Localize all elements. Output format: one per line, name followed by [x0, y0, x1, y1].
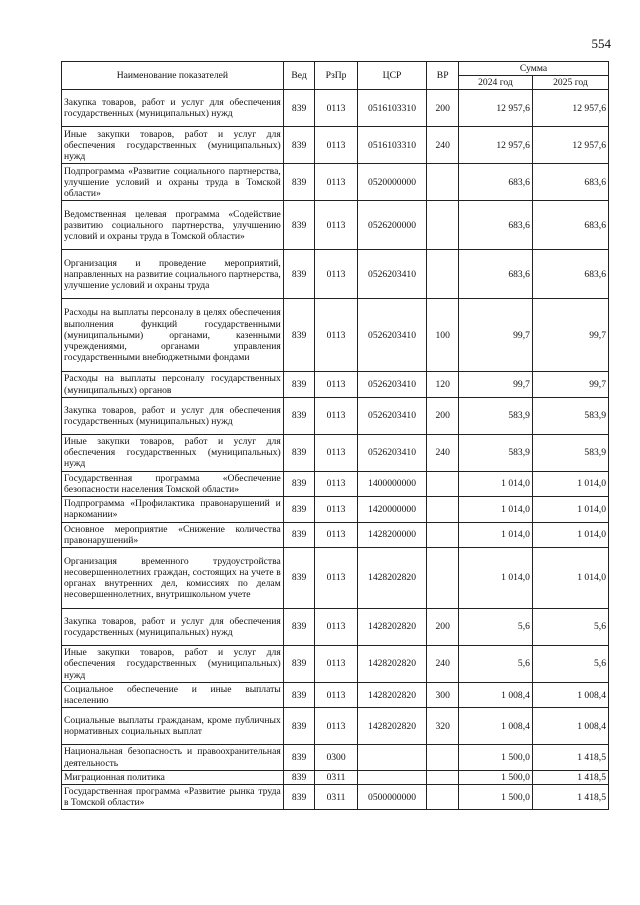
row-name: Иные закупки товаров, работ и услуг для обеспечения государственных (муниципальных) нужд: [62, 127, 284, 164]
header-sum: Сумма: [459, 62, 609, 76]
row-csr: 0526203410: [357, 372, 427, 397]
row-rzpr: 0113: [315, 522, 357, 547]
row-ved: 839: [283, 164, 315, 201]
row-sum-2025: 583,9: [532, 397, 608, 434]
row-name: Закупка товаров, работ и услуг для обеспечения государственных (муниципальных) нужд: [62, 90, 284, 127]
row-rzpr: 0113: [315, 708, 357, 745]
row-ved: 839: [283, 646, 315, 683]
row-csr: 0526203410: [357, 434, 427, 471]
row-vr: 200: [427, 609, 459, 646]
row-sum-2024: 5,6: [459, 609, 533, 646]
row-rzpr: 0311: [315, 785, 357, 810]
row-sum-2025: 1 008,4: [532, 708, 608, 745]
row-sum-2025: 12 957,6: [532, 127, 608, 164]
row-sum-2025: 99,7: [532, 299, 608, 372]
row-sum-2025: 583,9: [532, 434, 608, 471]
row-sum-2025: 1 014,0: [532, 471, 608, 496]
row-sum-2024: 1 014,0: [459, 522, 533, 547]
table-row: [62, 372, 609, 397]
row-sum-2025: 1 014,0: [532, 522, 608, 547]
row-vr: [427, 471, 459, 496]
row-csr: 1428200000: [357, 522, 427, 547]
table-row: [62, 785, 609, 810]
row-vr: 240: [427, 434, 459, 471]
row-csr: [357, 745, 427, 770]
row-sum-2025: 1 418,5: [532, 745, 608, 770]
table-row: [62, 708, 609, 745]
row-sum-2025: 12 957,6: [532, 90, 608, 127]
row-sum-2024: 1 014,0: [459, 497, 533, 522]
row-csr: 0520000000: [357, 164, 427, 201]
row-sum-2024: 5,6: [459, 646, 533, 683]
table-row: [62, 646, 609, 683]
table-row: [62, 770, 609, 784]
row-sum-2024: 1 500,0: [459, 785, 533, 810]
row-ved: 839: [283, 127, 315, 164]
table-row: [62, 434, 609, 471]
row-rzpr: 0113: [315, 90, 357, 127]
header-vr: ВР: [427, 62, 459, 90]
row-vr: [427, 164, 459, 201]
page-number: 554: [591, 36, 611, 51]
table-header: [62, 62, 609, 90]
row-ved: 839: [283, 397, 315, 434]
row-sum-2024: 99,7: [459, 372, 533, 397]
row-csr: 0526203410: [357, 397, 427, 434]
row-sum-2024: 683,6: [459, 201, 533, 250]
budget-table: [61, 61, 609, 810]
row-vr: [427, 770, 459, 784]
row-rzpr: 0113: [315, 683, 357, 708]
row-csr: 0526203410: [357, 250, 427, 299]
row-vr: [427, 522, 459, 547]
row-ved: 839: [283, 785, 315, 810]
row-rzpr: 0113: [315, 299, 357, 372]
header-csr: ЦСР: [357, 62, 427, 90]
row-name: Ведомственная целевая программа «Содействие развитию социального партнерства, улучшению условий и охраны труда в Томской области»: [62, 201, 284, 250]
row-vr: [427, 785, 459, 810]
row-sum-2024: 583,9: [459, 434, 533, 471]
row-csr: 0516103310: [357, 90, 427, 127]
row-vr: 120: [427, 372, 459, 397]
row-sum-2025: 683,6: [532, 201, 608, 250]
row-sum-2025: 683,6: [532, 250, 608, 299]
row-rzpr: 0113: [315, 609, 357, 646]
row-sum-2025: 99,7: [532, 372, 608, 397]
row-rzpr: 0113: [315, 372, 357, 397]
row-ved: 839: [283, 471, 315, 496]
header-ved: Вед: [283, 62, 315, 90]
row-csr: 0526203410: [357, 299, 427, 372]
table-row: [62, 497, 609, 522]
table-body: [62, 90, 609, 810]
row-rzpr: 0113: [315, 471, 357, 496]
row-csr: 0500000000: [357, 785, 427, 810]
table-row: [62, 299, 609, 372]
row-sum-2025: 5,6: [532, 646, 608, 683]
row-sum-2025: 1 418,5: [532, 770, 608, 784]
table-row: [62, 548, 609, 609]
row-vr: 320: [427, 708, 459, 745]
table-row: [62, 471, 609, 496]
row-name: Закупка товаров, работ и услуг для обеспечения государственных (муниципальных) нужд: [62, 609, 284, 646]
row-name: Национальная безопасность и правоохранительная деятельность: [62, 745, 284, 770]
row-sum-2025: 1 418,5: [532, 785, 608, 810]
row-name: Иные закупки товаров, работ и услуг для обеспечения государственных (муниципальных) нужд: [62, 434, 284, 471]
row-csr: 1428202820: [357, 609, 427, 646]
table-row: [62, 609, 609, 646]
row-ved: 839: [283, 745, 315, 770]
table-row: [62, 683, 609, 708]
row-name: Государственная программа «Развитие рынка труда в Томской области»: [62, 785, 284, 810]
row-csr: [357, 770, 427, 784]
row-ved: 839: [283, 683, 315, 708]
row-vr: 300: [427, 683, 459, 708]
row-sum-2024: 683,6: [459, 164, 533, 201]
row-csr: 1428202820: [357, 683, 427, 708]
row-ved: 839: [283, 522, 315, 547]
row-sum-2025: 1 014,0: [532, 548, 608, 609]
row-rzpr: 0113: [315, 397, 357, 434]
header-rzpr: РзПр: [315, 62, 357, 90]
row-rzpr: 0113: [315, 201, 357, 250]
row-name: Социальные выплаты гражданам, кроме публичных нормативных социальных выплат: [62, 708, 284, 745]
row-name: Расходы на выплаты персоналу государственных (муниципальных) органов: [62, 372, 284, 397]
row-rzpr: 0113: [315, 127, 357, 164]
row-rzpr: 0113: [315, 250, 357, 299]
row-ved: 839: [283, 299, 315, 372]
row-ved: 839: [283, 708, 315, 745]
row-vr: 240: [427, 646, 459, 683]
row-sum-2024: 1 500,0: [459, 745, 533, 770]
row-sum-2024: 683,6: [459, 250, 533, 299]
row-vr: [427, 250, 459, 299]
row-rzpr: 0300: [315, 745, 357, 770]
row-ved: 839: [283, 609, 315, 646]
row-csr: 0526200000: [357, 201, 427, 250]
row-sum-2024: 1 500,0: [459, 770, 533, 784]
header-2025: 2025 год: [532, 76, 608, 90]
row-sum-2025: 5,6: [532, 609, 608, 646]
row-vr: [427, 201, 459, 250]
row-csr: 1428202820: [357, 548, 427, 609]
row-ved: 839: [283, 372, 315, 397]
row-vr: [427, 745, 459, 770]
table-row: [62, 250, 609, 299]
row-name: Государственная программа «Обеспечение безопасности населения Томской области»: [62, 471, 284, 496]
table-row: [62, 397, 609, 434]
table-row: [62, 127, 609, 164]
row-name: Организация и проведение мероприятий, направленных на развитие социального партнерства, улучшение условий и охраны труда: [62, 250, 284, 299]
row-ved: 839: [283, 548, 315, 609]
row-rzpr: 0113: [315, 646, 357, 683]
row-name: Организация временного трудоустройства несовершеннолетних граждан, состоящих на учете в органах внутренних дел, комиссиях по делам несовершеннолетних, внутришкольном учете: [62, 548, 284, 609]
row-csr: 1400000000: [357, 471, 427, 496]
row-ved: 839: [283, 201, 315, 250]
row-rzpr: 0113: [315, 548, 357, 609]
row-name: Закупка товаров, работ и услуг для обеспечения государственных (муниципальных) нужд: [62, 397, 284, 434]
row-ved: 839: [283, 497, 315, 522]
header-2024: 2024 год: [459, 76, 533, 90]
row-sum-2024: 1 008,4: [459, 683, 533, 708]
row-rzpr: 0113: [315, 164, 357, 201]
row-ved: 839: [283, 90, 315, 127]
row-name: Расходы на выплаты персоналу в целях обеспечения выполнения функций государственными (муниципальными) органами, казенными учреждениями, органами управления государственными внебюджетными фондами: [62, 299, 284, 372]
row-csr: 0516103310: [357, 127, 427, 164]
row-vr: 200: [427, 397, 459, 434]
row-sum-2025: 683,6: [532, 164, 608, 201]
row-vr: 240: [427, 127, 459, 164]
table-row: [62, 522, 609, 547]
table-row: [62, 164, 609, 201]
row-csr: 1428202820: [357, 708, 427, 745]
row-sum-2024: 12 957,6: [459, 90, 533, 127]
header-name: Наименование показателей: [62, 62, 284, 90]
row-sum-2024: 583,9: [459, 397, 533, 434]
row-sum-2024: 1 008,4: [459, 708, 533, 745]
row-sum-2024: 12 957,6: [459, 127, 533, 164]
row-rzpr: 0113: [315, 497, 357, 522]
row-name: Иные закупки товаров, работ и услуг для обеспечения государственных (муниципальных) нужд: [62, 646, 284, 683]
table-row: [62, 201, 609, 250]
row-sum-2024: 1 014,0: [459, 548, 533, 609]
row-csr: 1420000000: [357, 497, 427, 522]
row-name: Подпрограмма «Профилактика правонарушений и наркомании»: [62, 497, 284, 522]
row-ved: 839: [283, 250, 315, 299]
table-row: [62, 90, 609, 127]
row-ved: 839: [283, 434, 315, 471]
row-name: Социальное обеспечение и иные выплаты населению: [62, 683, 284, 708]
row-sum-2025: 1 008,4: [532, 683, 608, 708]
row-rzpr: 0113: [315, 434, 357, 471]
row-name: Основное мероприятие «Снижение количества правонарушений»: [62, 522, 284, 547]
row-csr: 1428202820: [357, 646, 427, 683]
row-rzpr: 0311: [315, 770, 357, 784]
row-vr: [427, 548, 459, 609]
row-name: Миграционная политика: [62, 770, 284, 784]
row-ved: 839: [283, 770, 315, 784]
row-name: Подпрограмма «Развитие социального партнерства, улучшение условий и охраны труда в Томской области»: [62, 164, 284, 201]
row-sum-2024: 1 014,0: [459, 471, 533, 496]
row-vr: [427, 497, 459, 522]
row-vr: 200: [427, 90, 459, 127]
table-row: [62, 745, 609, 770]
row-sum-2025: 1 014,0: [532, 497, 608, 522]
row-sum-2024: 99,7: [459, 299, 533, 372]
row-vr: 100: [427, 299, 459, 372]
